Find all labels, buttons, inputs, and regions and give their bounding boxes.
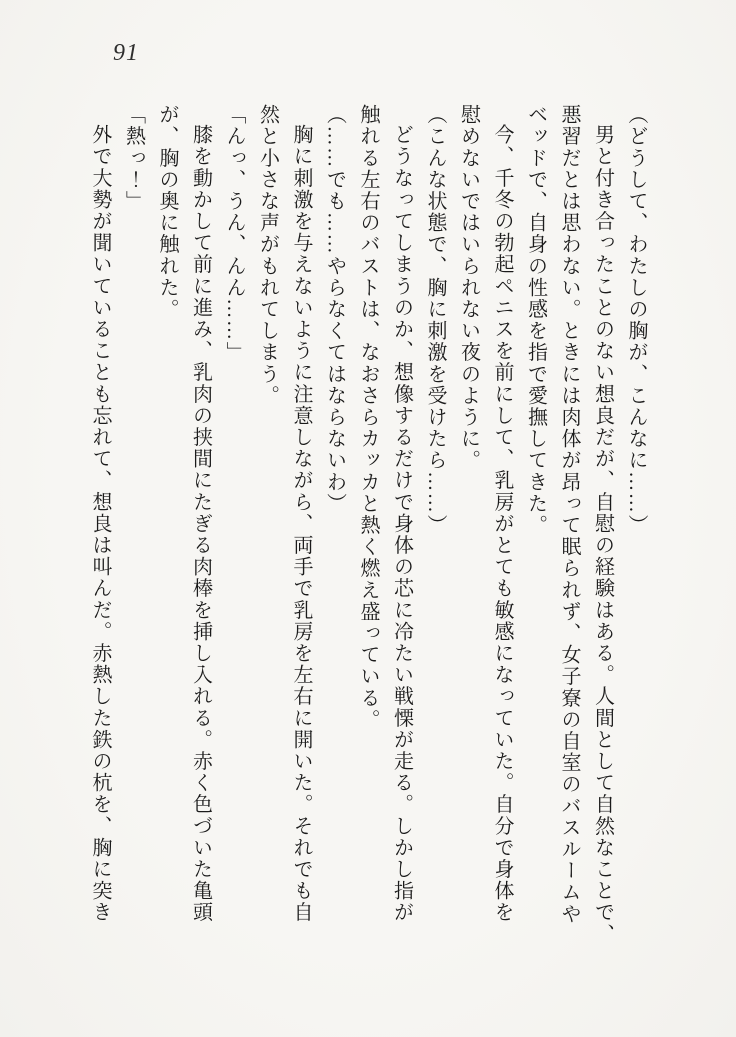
text-line: （……でも……やらなくてはならないわ） (323, 104, 346, 515)
text-line: 然と小さな声がもれてしまう。 (256, 104, 279, 407)
text-line: 男と付き合ったことのない想良だが、自慰の経験はある。人間として自然なことで、 (591, 124, 614, 945)
text-line: 膝を動かして前に進み、乳肉の挟間にたぎる肉棒を挿し入れる。赤く色づいた亀頭 (189, 124, 212, 924)
text-line: が、胸の奥に触れた。 (156, 104, 178, 320)
text-line: ベッドで、自身の性感を指で愛撫してきた。 (524, 104, 547, 536)
text-line: 触れる左右のバストは、なおさらカッカと熱く燃え盛っている。 (357, 104, 379, 731)
vertical-text-block (83, 104, 653, 956)
text-line: 今、千冬の勃起ペニスを前にして、乳房がとても敏感になっていた。自分で身体を (491, 124, 513, 924)
text-line: 外で大勢が聞いていることも忘れて、想良は叫んだ。赤熱した鉄の杭を、胸に突き (89, 124, 111, 924)
page-number: 91 (113, 40, 139, 66)
text-line: 悪習だとは思わない。ときには肉体が昂って眠られず、女子寮の自室のバスルームや (558, 104, 580, 925)
text-line: （どうして、わたしの胸が、こんなに……） (625, 104, 647, 536)
text-line: どうなってしまうのか、想像するだけで身体の芯に冷たい戦慄が走る。しかし指が (390, 124, 413, 924)
text-line: （こんな状態で、胸に刺激を受けたら……） (424, 104, 446, 536)
text-line: 慰めないではいられない夜のように。 (457, 104, 480, 472)
text-line: 「熱っ！」 (122, 104, 145, 212)
text-line: 胸に刺激を与えないように注意しながら、両手で乳房を左右に開いた。それでも自 (290, 124, 312, 924)
text-line: 「んっ、うん、んん……」 (223, 104, 245, 364)
